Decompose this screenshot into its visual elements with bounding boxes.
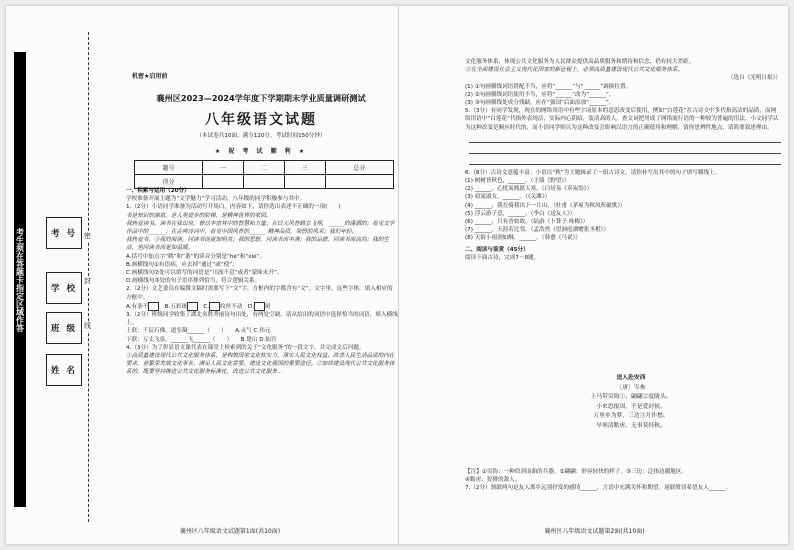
seal-mark: 线 [84, 322, 91, 330]
q6-line: (2) ______，心忧炭贱愿天寒。（白居易《卖炭翁》） [465, 186, 593, 193]
poem-notes: 【注】①吴钩：一种似剑而曲的兵器。②翩翩：形容轻快的样子。③三边：泛指边疆地区。 [465, 469, 688, 475]
passage-continued: ③在全面建设社会主义现代化国家的新征程上，必须高质量建设现代公共文化服务体系。 [465, 67, 684, 74]
question-2-options [126, 302, 398, 311]
question-1: 1.（2分）小语同学准备为活动写开场白，内容如下，请你选出表述不正确的一项( ) [126, 204, 341, 211]
passage-continued: 文化服务体系，体现公共文化服务为人民群众提供高品质服务和期待和信念，仍有较大差距。 [465, 59, 695, 65]
good-luck-line: ★ 祝 考 试 顺 利 ★ [214, 148, 308, 155]
passage-line: 我热爱书。③我的阅读，同读书而更加明亮；我的思想，同读书而丰满；我的品德，同读书而高尚；我的生活，也同读书而更加温暖。 [126, 237, 389, 252]
exam-title: 襄州区2023—2024学年度下学期期末学业质量调研测试 [156, 93, 366, 103]
answer-line[interactable] [469, 145, 781, 154]
question-block-1 [126, 187, 398, 377]
binding-notice: 考生须在答题卡指定区域作答 [14, 52, 26, 507]
exam-note: （本试卷共10面，满分120分，考试时间150分钟） [196, 133, 326, 139]
q2-option: B.五彩斑 [164, 303, 188, 310]
question-block-2 [465, 58, 781, 262]
passage-line: 我热爱读书。读书在我出世，曾以丰富其中的智慧和力量；在曰天风骨鹤立飞翔，______的潇洒的；看见文学作品中的______；在古典诗词中，看见中国风骨的______ 精神品质，领悟的风采；我们年轻。 [126, 220, 395, 236]
option-d: D.画横线句③处的句子语序排列恰当，符合逻辑关系。 [126, 278, 261, 285]
q6-line: (8) 天街小雨润如酥，______。（韩愈《马说》） [465, 235, 581, 242]
q4-sub: (1) ①句画横线词语错配不当，应将“______”与“______”调换位置。 [465, 83, 632, 90]
page-footer: 襄州区八年级语文试题第2面(共10面) [544, 528, 645, 535]
poem-block [561, 374, 701, 431]
question-6: 6.（8分）古诗文意蕴丰富。小语以“秋”为主题辑录了一组古诗文，请你补写出其中的句子填写横线上。 [465, 169, 721, 176]
page-left [6, 6, 398, 544]
answer-box[interactable] [187, 302, 198, 311]
poem-title: 送人赴安西 [616, 375, 646, 381]
option-a: A.括号中加点字“鹤”和“谐”的读音分别是“hè”和“xié”。 [126, 253, 266, 260]
q6-line: (7) ______，天涯若比邻。（孟浩然《望洞庭湖赠张丞相》） [465, 227, 609, 234]
poem-line: 小来思报国，不是爱封侯。 [596, 403, 666, 410]
poem-line: 早须清黠虏，无事莫经秋。 [596, 422, 666, 429]
q6-line: (5) 浮云游子意，______。（李白《送友人》） [465, 210, 576, 217]
score-header: 题号 [135, 161, 203, 175]
section-heading: 一、积累与运用（20分） [126, 188, 190, 194]
poem-line: 万里乡为梦，三边③月作愁。 [593, 413, 669, 419]
option-c: C.画横线句②处可以填写的词语是“川流不息”或者“蒙昧未开”。 [126, 270, 283, 277]
class-field[interactable]: 班 级 [46, 312, 82, 344]
poem-notes: ④黠虏：狡猾的敌人。 [465, 477, 521, 484]
q2-word: 纹丝不动 [220, 303, 243, 310]
question-4-text: ①高质量建设现代公共文化服务体系，是构筑国家文化软实力、落实人民文化权益、改善人民生活品质的内在要求，是繁荣发展文化事业、满足人民文化需要、建设文化强国的重要途径。②加快建设现代公共文化服务体系的，既要坚持推进公共文化服务标准化，改进公共文化服务... [126, 353, 395, 376]
answer-box[interactable] [148, 302, 159, 311]
question-4: 4.（3分）为了彰显语文课代表在课堂上检索到的关于“文化服务”的一段文字，并完成文后问题。 [126, 344, 365, 351]
exam-number-field[interactable]: 考 号 [46, 217, 82, 249]
page-footer: 襄州区八年级语文试题第1面(共10面) [179, 528, 281, 535]
exam-subject: 八年级语文试题 [205, 112, 317, 128]
q2-word: 斑 [264, 303, 271, 310]
score-header: 二 [244, 161, 285, 175]
q2-option: D. [247, 303, 254, 310]
couplet-line: 下联：万丈飞泉，______飞______（ ） B.楚山 D.仙宫 [126, 336, 277, 343]
answer-line[interactable] [469, 134, 781, 143]
binding-strip [12, 32, 92, 522]
score-row-label: 得分 [135, 175, 203, 189]
question-block-3 [465, 468, 781, 493]
page-divider [398, 6, 399, 544]
intro-text: 学校准备开展主题为“文学魅力”学习活动，八年级的同学积极参与其中。 [126, 196, 306, 203]
poem-line: 上马带吴钩①，翩翩②度陇头。 [590, 394, 672, 400]
q6-line: (3) 窈窕淑女，______。（《关雎》） [465, 194, 551, 201]
question-2: 2.（2分）文艺委员在编撰文稿时需要写下“文”字，方框内的字都含有“文”。文字里，这些字体，填入相应的方框中。 [126, 286, 393, 301]
page-right [401, 6, 788, 544]
option-b: B.画横线句①有语病，应去掉“通过”或“使”。 [126, 261, 238, 268]
poem-author: 〔唐〕岑参 [616, 384, 646, 391]
name-field[interactable]: 姓 名 [46, 354, 82, 386]
answer-line[interactable] [469, 156, 781, 165]
question-3: 3.（2分）班级同学收集了湖北名胜秀丽诗句出处，有两处空缺，请从给出的词语中选择恰当的词语，填入横线上。 [126, 312, 398, 327]
answer-box[interactable] [254, 302, 265, 311]
q6-line: (6) ______，只有香如故。（陆游《卜算子·咏梅》） [465, 219, 589, 226]
couplet-line: 上联：千层石佛，道室凝______（ ） A.灵气 C.伟元 [126, 328, 271, 335]
seal-mark: 密 [84, 232, 91, 240]
question-7: 7.（2分）颈联两句是友人离乡远别抒发的感情______，言语中充满关怀和期望。尾联殷切希望友人______。 [465, 485, 732, 492]
source-note: （选自《光明日报》） [727, 75, 781, 82]
reading-intro: 阅读下面古诗，完成7～8题。 [465, 254, 540, 261]
q6-line: (4) ______，我在骑我出下一片山。（杜甫《茅屋为秋风所破歌》） [465, 202, 626, 209]
section-heading: 二、阅读与鉴赏（45分） [465, 246, 529, 253]
seal-mark: 封 [84, 277, 91, 285]
q2-option: C. [203, 303, 210, 310]
exam-sheet [6, 6, 788, 544]
q4-sub: (2) ②句画横线词语使用不当，应将“______”改为“______”。 [465, 91, 615, 98]
question-5: 5.（3分）有同学发现，现在的网络用语中有些字词原本的意思改变后使用，例如“白莲花”在古诗文中多代指高洁的品质，而网络用语中“白莲花”代指外表纯洁，实际内心阴暗，装清高的人。查文词把用成了网络流行语的一种较为普遍的用法。小文同学认为这种改变是顺应时代的，而小语同学则认为这种改变会影响汉语言的正确使用和理解，请你思辨性地点，请简要叙述理由。 [465, 108, 779, 131]
score-header: 一 [203, 161, 244, 175]
q4-sub: (3) ③句画横线处成分残缺，应在“强国”后面添加“______”。 [465, 100, 615, 107]
score-header: 三 [284, 161, 325, 175]
score-header: 总分 [325, 161, 393, 175]
answer-box[interactable] [209, 302, 220, 311]
score-table [134, 160, 394, 189]
passage-line: 书是知识的源泉，是人类进步的阶梯，是精神世界的家园。 [126, 212, 272, 219]
q6-line: (1) 树树皆秋色，______。（王绩《野望》） [465, 178, 570, 185]
secret-label: 机密★启用前 [132, 73, 168, 80]
q2-option: A.有条不 [126, 303, 149, 310]
school-field[interactable]: 学 校 [46, 272, 82, 304]
